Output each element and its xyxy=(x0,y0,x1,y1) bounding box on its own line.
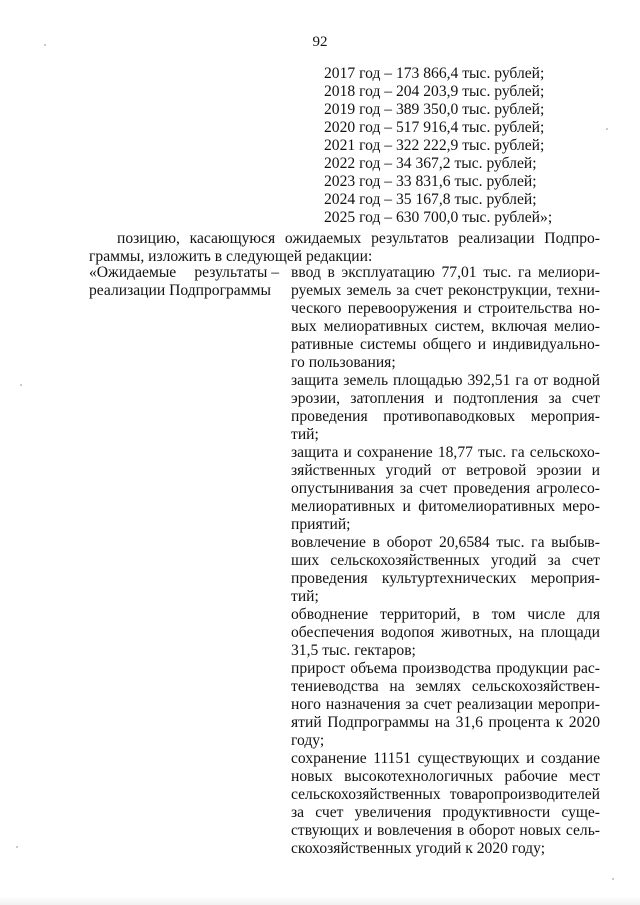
result-item xyxy=(291,660,600,750)
result-line: вовлечение в оборот 20,6584 тыс. га выбыв- xyxy=(291,534,600,551)
result-line: ративные системы общего и индивидуально- xyxy=(291,336,600,353)
result-line: проведения культуртехнических мероприя- xyxy=(291,570,600,587)
result-line: году; xyxy=(291,732,325,749)
result-item xyxy=(291,750,600,858)
intro-paragraph xyxy=(89,230,600,266)
scan-speck xyxy=(20,384,22,386)
intro-line: граммы, изложить в следующей редакции: xyxy=(89,248,373,265)
financing-line: 2020 год – 517 916,4 тыс. рублей; xyxy=(324,119,545,136)
result-line: вых мелиоративных систем, включая мелио- xyxy=(291,318,600,335)
result-line: скохозяйственных угодий к 2020 году; xyxy=(291,840,546,857)
result-line: эрозии, затопления и подтопления за счет xyxy=(291,390,600,407)
financing-line: 2017 год – 173 866,4 тыс. рублей; xyxy=(324,65,545,82)
financing-by-year xyxy=(324,65,624,227)
result-line: тениеводства на землях сельскохозяйствен- xyxy=(291,678,600,695)
result-line: ших сельскохозяйственных угодий за счет xyxy=(291,552,600,569)
result-line: защита и сохранение 18,77 тыс. га сельскохо- xyxy=(291,444,600,461)
financing-line: 2025 год – 630 700,0 тыс. рублей»; xyxy=(324,209,553,226)
financing-line: 2018 год – 204 203,9 тыс. рублей; xyxy=(324,83,545,100)
result-line: сельскохозяйственных товаропроизводителей xyxy=(291,786,600,803)
result-line: тий; xyxy=(291,426,319,443)
result-line: прирост объема производства продукции рас- xyxy=(291,660,600,677)
result-line: ствующих и вовлечения в оборот новых сель- xyxy=(291,822,600,839)
result-line: ного назначения за счет реализации меропри- xyxy=(291,696,600,713)
label-word: результаты – xyxy=(194,264,279,281)
result-line: новых высокотехнологичных рабочие мест xyxy=(291,768,600,785)
result-line: приятий; xyxy=(291,516,351,533)
result-line: обеспечения водопоя животных, на площади xyxy=(291,624,600,641)
financing-line: 2021 год – 322 222,9 тыс. рублей; xyxy=(324,137,545,154)
scan-speck xyxy=(16,846,18,848)
financing-line: 2019 год – 389 350,0 тыс. рублей; xyxy=(324,101,545,118)
result-line: ятий Подпрограммы на 31,6 процента к 2020 xyxy=(291,714,600,731)
result-line: мелиоративных и фитомелиоративных меро- xyxy=(291,498,600,515)
result-line: ввод в эксплуатацию 77,01 тыс. га мелиори- xyxy=(291,264,600,281)
intro-line: позицию, касающуюся ожидаемых результатов реализации Подпро- xyxy=(117,230,600,247)
position-label xyxy=(89,264,279,300)
page-number: 92 xyxy=(312,34,328,50)
result-line: проведения противопаводковых мероприя- xyxy=(291,408,600,425)
scan-edge-shadow xyxy=(0,896,640,905)
result-line: обводнение территорий, в том числе для xyxy=(291,606,600,623)
scan-speck xyxy=(44,44,46,46)
result-line: за счет увеличения продуктивности суще- xyxy=(291,804,600,821)
result-line: защита земель площадью 392,51 га от водной xyxy=(291,372,600,389)
expected-results xyxy=(291,264,600,858)
result-line: руемых земель за счет реконструкции, техни- xyxy=(291,282,600,299)
result-line: ческого перевооружения и строительства но- xyxy=(291,300,600,317)
result-item xyxy=(291,534,600,606)
result-line: зяйственных угодий от ветровой эрозии и xyxy=(291,462,600,479)
financing-line: 2024 год – 35 167,8 тыс. рублей; xyxy=(324,191,537,208)
result-item xyxy=(291,372,600,444)
label-word: «Ожидаемые xyxy=(89,264,177,281)
scan-speck xyxy=(612,878,614,880)
result-line: го пользования; xyxy=(291,354,396,371)
label-line: реализации Подпрограммы xyxy=(89,282,271,299)
result-line: опустынивания за счет проведения агролесо- xyxy=(291,480,600,497)
result-line: тий; xyxy=(291,588,319,605)
scan-speck xyxy=(606,128,608,130)
result-line: 31,5 тыс. гектаров; xyxy=(291,642,416,659)
result-item xyxy=(291,264,600,372)
financing-line: 2023 год – 33 831,6 тыс. рублей; xyxy=(324,173,537,190)
result-item xyxy=(291,444,600,534)
result-line: сохранение 11151 существующих и создание xyxy=(291,750,600,767)
financing-line: 2022 год – 34 367,2 тыс. рублей; xyxy=(324,155,537,172)
result-item xyxy=(291,606,600,660)
